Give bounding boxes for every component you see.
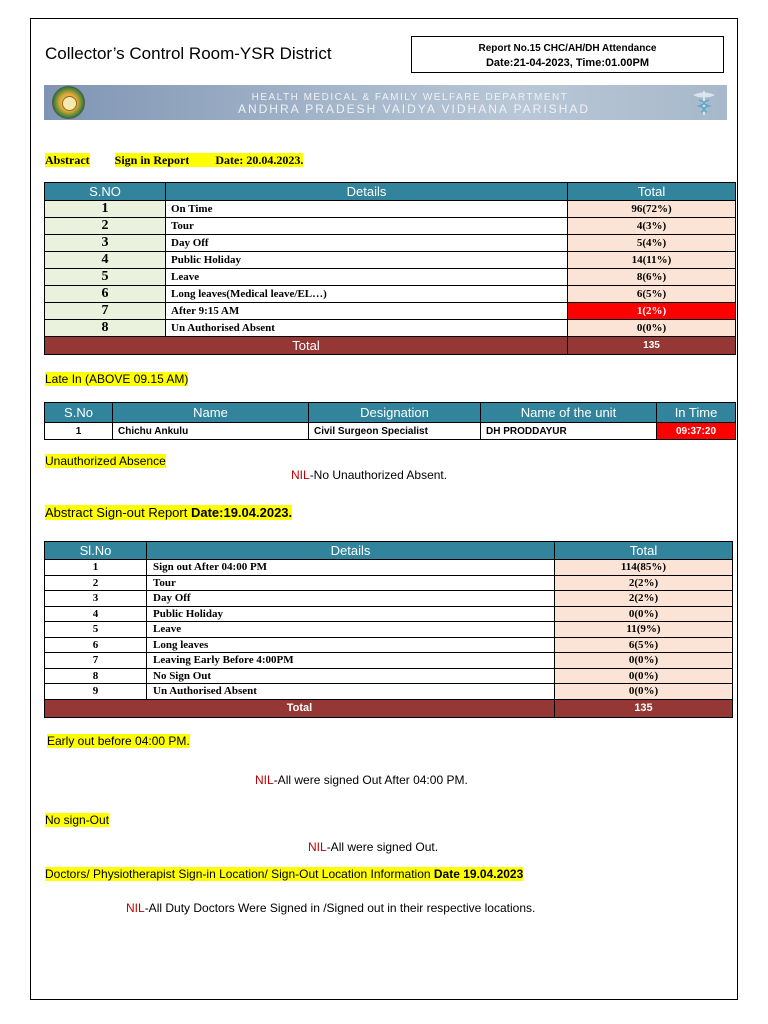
total-label: Total	[45, 337, 568, 355]
table-row: 7 After 9:15 AM 1(2%)	[45, 303, 736, 320]
table-row: 2 Tour 4(3%)	[45, 218, 736, 235]
table-total-row	[45, 699, 733, 717]
table-row: 1 Sign out After 04:00 PM 114(85%)	[45, 560, 733, 576]
unauthorized-heading: Unauthorized Absence	[45, 454, 166, 468]
report-date-time: Date:21-04-2023, Time:01.00PM	[485, 57, 650, 69]
table-total-row	[45, 337, 736, 355]
table-header-row	[45, 183, 736, 201]
table-header-row: S.No Name Designation Name of the unit In Time	[45, 403, 736, 423]
in-time-cell: 09:37:20	[657, 423, 736, 440]
banner-department: HEALTH MEDICAL & FAMILY WELFARE DEPARTMENT	[251, 92, 569, 103]
signout-date: Date:19.04.2023.	[190, 505, 293, 520]
abstract-label: Abstract	[45, 153, 90, 167]
table-row: 7 Leaving Early Before 4:00PM 0(0%)	[45, 653, 733, 669]
table-header-row: Sl.No Details Total	[45, 542, 733, 560]
early-out-nil-line: NIL-All were signed Out After 04:00 PM.	[255, 773, 468, 787]
table-row: 3 Day Off 5(4%)	[45, 235, 736, 252]
no-signout-heading: No sign-Out	[45, 813, 110, 827]
location-date: Date 19.04.2023	[433, 867, 524, 881]
caduceus-icon	[689, 89, 719, 116]
signin-abstract-heading	[45, 153, 303, 168]
table-row: 6 Long leaves(Medical leave/EL…) 6(5%)	[45, 286, 736, 303]
column-header-details: Details	[166, 183, 568, 201]
table-row: 9 Un Authorised Absent 0(0%)	[45, 684, 733, 700]
location-nil-line: NIL-All Duty Doctors Were Signed in /Signed out in their respective locations.	[126, 901, 536, 915]
table-row: 8 No Sign Out 0(0%)	[45, 668, 733, 684]
department-banner	[44, 85, 727, 120]
column-header-total: Total	[568, 183, 736, 201]
state-seal-icon	[52, 86, 85, 119]
table-row: 5 Leave 8(6%)	[45, 269, 736, 286]
table-row: 6 Long leaves 6(5%)	[45, 637, 733, 653]
report-info-box	[411, 36, 724, 73]
late-in-table	[44, 402, 736, 440]
table-row: 2 Tour 2(2%)	[45, 575, 733, 591]
no-signout-nil-line: NIL-All were signed Out.	[308, 840, 439, 854]
signin-report-label: Sign in Report	[114, 153, 190, 167]
signout-table	[44, 541, 733, 718]
unauthorized-nil-line: NIL-No Unauthorized Absent.	[291, 468, 448, 482]
signin-date: Date: 20.04.2023.	[189, 153, 303, 167]
table-row: 1 On Time 96(72%)	[45, 201, 736, 218]
total-value: 135	[555, 699, 733, 717]
signin-table	[44, 182, 736, 355]
table-row: 4 Public Holiday 14(11%)	[45, 252, 736, 269]
table-row: 5 Leave 11(9%)	[45, 622, 733, 638]
signout-heading: Abstract Sign-out Report Date:19.04.2023.	[45, 505, 293, 520]
column-header-sno: S.NO	[45, 183, 166, 201]
location-heading: Doctors/ Physiotherapist Sign-in Location/ Sign-Out Location Information Date 19.04.2023	[45, 867, 524, 881]
table-row: 4 Public Holiday 0(0%)	[45, 606, 733, 622]
total-label: Total	[45, 699, 555, 717]
table-row: 1 Chichu Ankulu Civil Surgeon Specialist DH PRODDAYUR 09:37:20	[45, 423, 736, 440]
table-row: 8 Un Authorised Absent 0(0%)	[45, 320, 736, 337]
page-title: Collector’s Control Room-YSR District	[45, 44, 332, 63]
table-row: 3 Day Off 2(2%)	[45, 591, 733, 607]
report-number: Report No.15 CHC/AH/DH Attendance	[478, 43, 657, 54]
late-in-heading: Late In (ABOVE 09.15 AM)	[45, 372, 189, 386]
banner-organization: ANDHRA PRADESH VAIDYA VIDHANA PARISHAD	[237, 102, 591, 116]
late-count-cell: 1(2%)	[568, 303, 736, 320]
total-value: 135	[568, 337, 736, 355]
early-out-heading: Early out before 04:00 PM.	[47, 734, 190, 748]
